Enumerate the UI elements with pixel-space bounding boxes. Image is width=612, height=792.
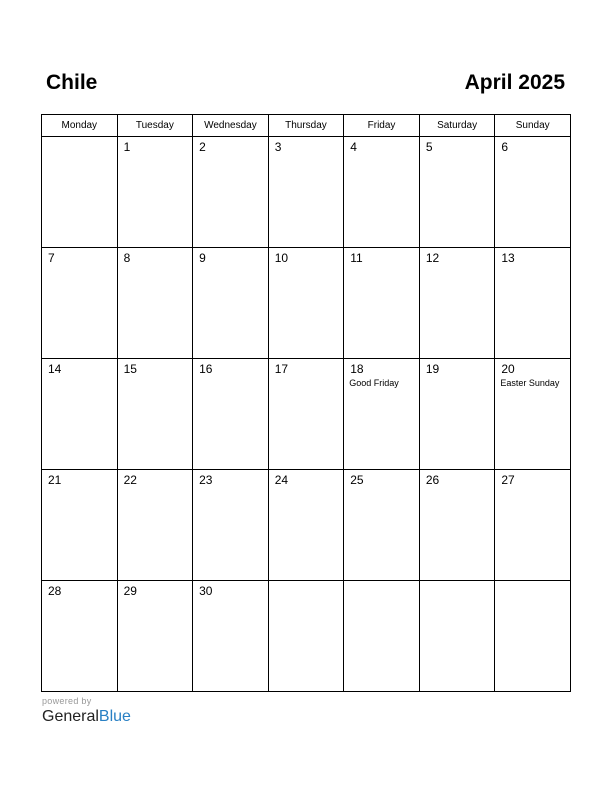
day-cell: [42, 359, 118, 470]
day-cell: [42, 137, 118, 248]
day-cell: [193, 248, 269, 359]
day-cell: [42, 248, 118, 359]
day-number: 12: [425, 251, 440, 265]
day-number: 6: [501, 140, 509, 154]
holiday-label: Easter Sunday: [500, 378, 560, 388]
week-row: [42, 248, 571, 359]
weekday-header: Monday: [42, 115, 118, 137]
day-cell: [268, 470, 344, 581]
day-number: 25: [350, 473, 364, 487]
brand-blue: Blue: [98, 708, 131, 725]
day-cell: [419, 248, 495, 359]
day-number: 3: [274, 140, 282, 154]
weekday-header: Sunday: [495, 115, 571, 137]
day-cell: [193, 470, 269, 581]
day-number: 19: [425, 362, 440, 376]
day-number: 30: [199, 584, 213, 598]
day-number: 23: [199, 473, 213, 487]
day-cell: [344, 470, 420, 581]
day-cell: [344, 359, 420, 470]
day-number: 8: [123, 251, 131, 265]
week-row: [42, 581, 571, 692]
weekday-header: Wednesday: [193, 115, 269, 137]
day-number: 1: [123, 140, 131, 154]
day-number: 28: [48, 584, 62, 598]
day-number: 5: [425, 140, 433, 154]
day-cell: [117, 248, 193, 359]
week-row: [42, 470, 571, 581]
day-cell: [117, 359, 193, 470]
week-row: [42, 137, 571, 248]
week-row: [42, 359, 571, 470]
calendar-grid: [41, 114, 571, 692]
day-number: 4: [350, 140, 357, 154]
day-cell: [495, 359, 571, 470]
day-cell: [117, 581, 193, 692]
day-cell: [344, 137, 420, 248]
day-number: 11: [350, 251, 363, 265]
day-number: 7: [48, 251, 55, 265]
day-cell: [193, 581, 269, 692]
day-number: 21: [48, 473, 62, 487]
day-cell: [193, 359, 269, 470]
day-cell: [495, 248, 571, 359]
month-year-title: April 2025: [464, 71, 565, 94]
day-cell: [419, 581, 495, 692]
weekday-header: Friday: [344, 115, 420, 137]
day-number: 13: [501, 251, 515, 265]
powered-by-text: powered by: [42, 696, 92, 706]
day-number: 16: [199, 362, 213, 376]
day-cell: [268, 137, 344, 248]
day-cell: [495, 581, 571, 692]
day-number: 18: [350, 362, 364, 376]
day-cell: [117, 470, 193, 581]
day-number: 22: [123, 473, 137, 487]
day-cell: [419, 470, 495, 581]
day-cell: [193, 137, 269, 248]
day-number: 29: [123, 584, 137, 598]
day-cell: [268, 359, 344, 470]
day-number: 27: [501, 473, 515, 487]
day-cell: [419, 359, 495, 470]
day-cell: [42, 470, 118, 581]
holiday-label: Good Friday: [349, 378, 399, 388]
day-number: 26: [425, 473, 440, 487]
day-number: 14: [48, 362, 62, 376]
day-number: 9: [199, 251, 206, 265]
weekday-header: Tuesday: [117, 115, 193, 137]
day-cell: [268, 248, 344, 359]
day-cell: [117, 137, 193, 248]
day-cell: [344, 581, 420, 692]
weekday-header: Thursday: [268, 115, 344, 137]
day-cell: [42, 581, 118, 692]
country-title: Chile: [46, 71, 98, 94]
brand-general: General: [42, 708, 99, 725]
day-number: 24: [274, 473, 289, 487]
day-number: 10: [274, 251, 289, 265]
day-cell: [419, 137, 495, 248]
weekday-header: Saturday: [419, 115, 495, 137]
day-cell: [268, 581, 344, 692]
generalblue-logo: [42, 708, 131, 726]
day-number: 15: [123, 362, 137, 376]
footer-branding: [42, 696, 131, 726]
day-number: 17: [274, 362, 289, 376]
weekday-header-row: [42, 115, 571, 137]
day-number: 20: [501, 362, 515, 376]
day-cell: [344, 248, 420, 359]
day-number: 2: [199, 140, 206, 154]
day-cell: [495, 137, 571, 248]
day-cell: [495, 470, 571, 581]
